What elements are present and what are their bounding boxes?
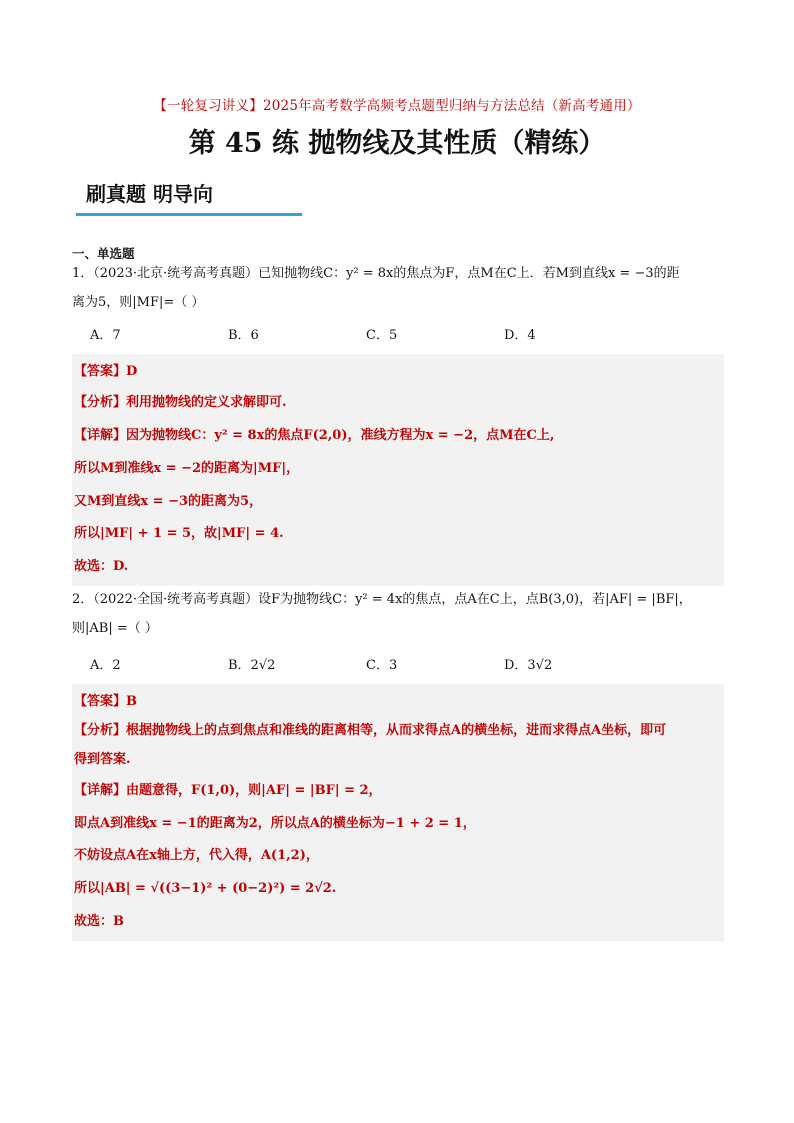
q2-step-3: 所以|AB| = √((3−1)² + (0−2)²) = 2√2. [74, 881, 337, 897]
q1-answer: 【答案】D [74, 364, 138, 380]
document-content [72, 244, 724, 945]
q2-solution-box [72, 684, 724, 940]
q2-stem-line-1: 2．（2022·全国·统考高考真题）设F为抛物线C：y² = 4x的焦点，点A在C上，点B(3,0)，若|AF| = |BF|， [72, 591, 692, 607]
q2-option-a: A．2 [90, 657, 121, 673]
q2-option-c: C．3 [366, 657, 398, 673]
q2-answer: 【答案】B [74, 694, 137, 710]
q1-stem-line-1: 1．（2023·北京·统考高考真题）已知抛物线C：y² = 8x的焦点为F，点M在C上．若M到直线x = −3的距 [72, 266, 680, 281]
q1-option-a: A．7 [90, 327, 121, 343]
q1-solution-box [72, 354, 724, 586]
q1-analysis: 【分析】利用抛物线的定义求解即可. [74, 395, 287, 411]
q2-detail: 【详解】由题意得，F(1,0)，则|AF| = |BF| = 2， [74, 782, 382, 798]
q2-analysis-line-1: 【分析】根据抛物线上的点到焦点和准线的距离相等，从而求得点A的横坐标，进而求得点A坐标，即可 [74, 723, 667, 739]
q1-option-d: D．4 [504, 327, 536, 343]
q1-step-3: 所以|MF| + 1 = 5，故|MF| = 4. [74, 526, 284, 542]
q2-option-b: B．2√2 [228, 657, 276, 673]
section-banner-label: 刷真题 明导向 [86, 182, 213, 206]
q1-step-1: 所以M到准线x = −2的距离为|MF|， [74, 460, 300, 476]
q2-stem-line-2: 则|AB| =（ ） [72, 620, 158, 636]
q2-analysis-line-2: 得到答案. [74, 751, 131, 767]
q2-step-2: 不妨设点A在x轴上方，代入得，A(1,2)， [74, 848, 319, 864]
section-banner-underline [76, 213, 302, 216]
q1-option-b: B．6 [228, 327, 259, 343]
q1-stem-line-2: 离为5，则|MF|=（ ） [72, 294, 205, 310]
document-title: 第 45 练 抛物线及其性质（精练） [188, 128, 606, 159]
q1-step-2: 又M到直线x = −3的距离为5， [74, 493, 263, 509]
document-header-subtitle: 【一轮复习讲义】2025年高考数学高频考点题型归纳与方法总结（新高考通用） [153, 98, 641, 114]
question-group-title: 一、单选题 [72, 246, 135, 261]
q1-detail: 【详解】因为抛物线C：y² = 8x的焦点F(2,0)，准线方程为x = −2，点M在C上, [74, 427, 555, 443]
q1-options [90, 326, 724, 347]
q2-step-1: 即点A到准线x = −1的距离为2，所以点A的横坐标为−1 + 2 = 1， [74, 815, 476, 831]
q2-choice: 故选：B [74, 913, 124, 929]
q1-option-c: C．5 [366, 327, 398, 343]
q2-option-d: D．3√2 [504, 657, 553, 673]
q1-choice: 故选：D. [74, 559, 129, 575]
q2-options [90, 656, 724, 677]
